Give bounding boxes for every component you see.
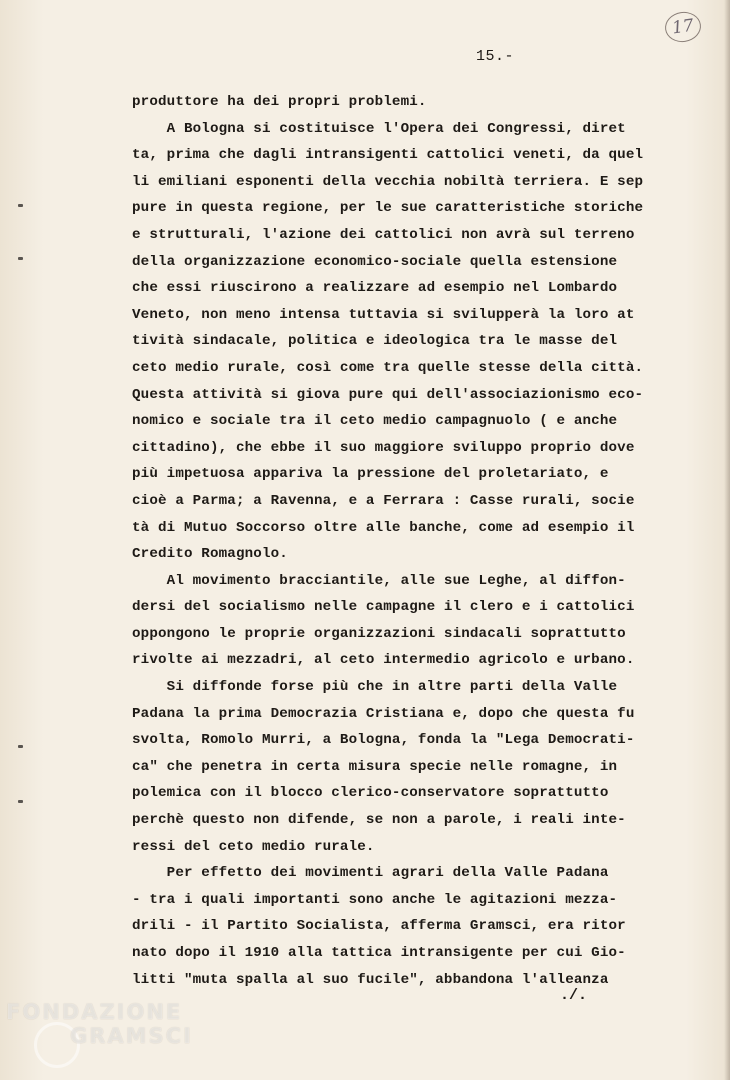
text-line: e strutturali, l'azione dei cattolici non avrà sul terreno <box>132 226 635 243</box>
text-line: tività sindacale, politica e ideologica tra le masse del <box>132 333 618 350</box>
archive-number-stamp: 17 <box>663 10 703 45</box>
text-line: li emiliani esponenti della vecchia nobiltà terriera. E sep <box>132 173 644 190</box>
margin-mark <box>18 204 23 207</box>
text-line: pure in questa regione, per le sue caratteristiche storiche <box>132 200 644 217</box>
margin-mark <box>18 745 23 748</box>
text-line: ceto medio rurale, così come tra quelle stesse della città. <box>132 359 644 376</box>
margin-mark <box>18 800 23 803</box>
text-line: dersi del socialismo nelle campagne il clero e i cattolici <box>132 599 635 616</box>
text-line: perchè questo non difende, se non a parole, i reali inte- <box>132 812 626 829</box>
text-line: Questa attività si giova pure qui dell'associazionismo eco- <box>132 386 644 403</box>
text-line: - tra i quali importanti sono anche le agitazioni mezza- <box>132 891 618 908</box>
body-text <box>132 89 652 993</box>
watermark-line-2: GRAMSCI <box>70 1024 193 1048</box>
watermark-logo <box>4 996 204 1076</box>
text-line: polemica con il blocco clerico-conservatore soprattutto <box>132 785 609 802</box>
text-line: cioè a Parma; a Ravenna, e a Ferrara : Casse rurali, socie <box>132 492 635 509</box>
text-line: litti "muta spalla al suo fucile", abbandona l'alleanza <box>132 971 609 988</box>
text-line: oppongono le proprie organizzazioni sindacali soprattutto <box>132 625 626 642</box>
continuation-mark: ./. <box>560 987 588 1004</box>
text-line: svolta, Romolo Murri, a Bologna, fonda la "Lega Democrati- <box>132 732 635 749</box>
text-line: rivolte ai mezzadri, al ceto intermedio agricolo e urbano. <box>132 652 635 669</box>
text-line: Veneto, non meno intensa tuttavia si svilupperà la loro at <box>132 306 635 323</box>
text-line: ressi del ceto medio rurale. <box>132 838 375 855</box>
text-line: A Bologna si costituisce l'Opera dei Congressi, diret <box>132 120 626 137</box>
text-line: nato dopo il 1910 alla tattica intransigente per cui Gio- <box>132 945 626 961</box>
text-line: cittadino), che ebbe il suo maggiore sviluppo proprio dove <box>132 439 635 456</box>
text-line: Padana la prima Democrazia Cristiana e, dopo che questa fu <box>132 705 635 722</box>
text-line: ta, prima che dagli intransigenti cattolici veneti, da quel <box>132 147 644 164</box>
page-number: 15.- <box>476 48 515 65</box>
text-line: Si diffonde forse più che in altre parti della Valle <box>132 679 618 696</box>
text-line: ca" che penetra in certa misura specie nelle romagne, in <box>132 758 618 775</box>
text-line: Al movimento bracciantile, alle sue Leghe, al diffon- <box>132 572 626 589</box>
text-line: drili - il Partito Socialista, afferma Gramsci, era ritor <box>132 918 626 935</box>
text-line: Per effetto dei movimenti agrari della Valle Padana <box>132 865 609 882</box>
text-line: Credito Romagnolo. <box>132 546 288 563</box>
text-line: nomico e sociale tra il ceto medio campagnuolo ( e anche <box>132 413 618 430</box>
text-line: che essi riuscirono a realizzare ad esempio nel Lombardo <box>132 280 618 297</box>
text-line: più impetuosa appariva la pressione del proletariato, e <box>132 466 609 483</box>
text-line: produttore ha dei propri problemi. <box>132 94 427 110</box>
margin-mark <box>18 257 23 260</box>
watermark-line-1: FONDAZIONE <box>6 1000 183 1024</box>
text-line: della organizzazione economico-sociale quella estensione <box>132 253 618 270</box>
text-line: tà di Mutuo Soccorso oltre alle banche, come ad esempio il <box>132 519 635 536</box>
